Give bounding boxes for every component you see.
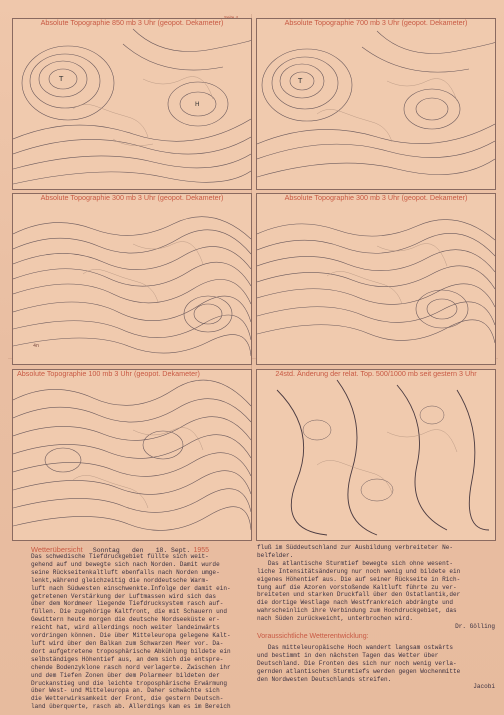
report-line: Das schwedische Tiefdruckgebiet füllte sich weit- (31, 553, 209, 560)
report-line: füllen. Die zugehörige Kaltfront, die mit Schauern und (31, 608, 227, 616)
weather-map-300mb-right (257, 194, 495, 364)
map-panel-850mb (12, 18, 252, 190)
report-line: und dem Tiefen Zonen über dem Polarmeer bildeten der (31, 671, 220, 679)
weather-map-300mb-left (13, 194, 251, 364)
forecast-line: Das mitteleuropäische Hoch wandert langsam ostwärts (257, 643, 453, 651)
report-right-column (257, 544, 497, 691)
weather-map-100mb (13, 370, 251, 540)
report-line: Gewittern heute morgen die deutsche Nordseeküste er- (31, 616, 220, 624)
panel-title: Absolute Topographie 300 mb 3 Uhr (geopot. Dekameter) (284, 193, 468, 202)
report-day: Sonntag (92, 547, 120, 554)
report-line: getretenen Verstärkung der Luftmassen wird sich das (31, 592, 217, 600)
forecast-line: gernden atlantischen Sturmtiefs werden gegen Wochenmitte (257, 667, 461, 675)
report-line: luft wird über den Balkan zum Schwarzen Meer vor. Da- (31, 639, 224, 647)
map-panel-24h-change (256, 369, 496, 541)
report-line: breiteten und starken Druckfall über den Ostatlantik,der (257, 591, 461, 599)
report-line: gehend auf und bewegte sich nach Norden. Damit wurde (31, 560, 220, 568)
panel-title: Absolute Topographie 700 mb 3 Uhr (geopot. Dekameter) (284, 18, 468, 27)
report-line: lenkt,während gleichzeitig die norddeutsche Warm- (31, 576, 209, 584)
report-line: selbständiges Höhentief aus, an dem sich die entspre- (31, 655, 224, 663)
forecast-title: Voraussichtliche Wetterentwicklung: (257, 632, 369, 640)
map-panel-100mb (12, 369, 252, 541)
map-panel-300mb-right (256, 193, 496, 365)
report-line: Druckanstieg und die leichte troposphärische Erwärmung (31, 679, 227, 687)
map-panel-300mb-left (12, 193, 252, 365)
report-left-column (31, 553, 246, 711)
report-line: dort aufgetretene troposphärische Abkühlung bildete ein (31, 647, 231, 655)
weather-map-850mb (13, 19, 251, 189)
report-line: die dortige Westlage nach Westfrankreich abdrängte und (257, 599, 453, 607)
report-line: chende Bodenzyklone rasch nord verlagerte. Zwischen ihr (31, 663, 231, 671)
svg-text:T: T (59, 75, 64, 83)
signature: Dr. Gölling (455, 623, 495, 631)
report-line: eigenes Höhentief aus. Die auf seiner Rückseite in Rich- (257, 575, 461, 583)
report-line: luft nach Südwesten einschwenkte.Infolge der damit ein- (31, 584, 231, 592)
report-line: vordringen können. Die über Mitteleuropa gelegene Kalt- (31, 632, 231, 640)
margin-mark: 4n (33, 343, 40, 349)
report-line: land überquerte, rasch ab. Allerdings kam es im Bereich (31, 703, 231, 711)
signature: Jacobi (473, 683, 495, 691)
map-panel-700mb (256, 18, 496, 190)
report-line: seine Rückseitenkaltluft ebenfalls nach Norden umge- (31, 568, 220, 576)
panel-title: Absolute Topographie 100 mb 3 Uhr (geopot. Dekameter) (17, 369, 200, 378)
report-title: Wetterübersicht (31, 545, 83, 554)
report-line: reicht hat, wird allerdings noch weiter landeinwärts (31, 624, 220, 632)
report-line: tung auf die Azoren vorstoßende Kaltluft führte zu ver- (257, 583, 457, 591)
weather-map-24h-change (257, 370, 495, 540)
report-line: über West- und Mitteleuropa an. Daher schwächte sich (31, 687, 220, 695)
report-date: 18. Sept. (155, 547, 191, 554)
svg-text:T: T (298, 77, 303, 85)
forecast-line: Deutschland. Die Fronten des sich nur noch wenig verla- (257, 659, 457, 667)
svg-text:H: H (195, 101, 200, 108)
panel-title: Absolute Topographie 850 mb 3 Uhr (geopot. Dekameter) (40, 18, 224, 27)
report-line: fluß im Süddeutschland zur Ausbildung verbreiteter Ne- (257, 544, 453, 551)
report-year: 1955 (193, 547, 210, 554)
forecast-line: und bestimmt in den nächsten Tagen das Wetter über (257, 651, 439, 659)
report-line: Das atlantische Sturmtief bewegte sich ohne wesent- (257, 559, 453, 567)
report-line: liche Intensitätsänderung nur noch wenig und bildete ein (257, 567, 461, 575)
report-den: den (131, 547, 144, 554)
report-line: die Wetterwirksamkeit der Front, die gestern Deutsch- (31, 695, 224, 703)
panel-title: 24std. Änderung der relat. Top. 500/1000 mb seit gestern 3 Uhr (275, 369, 477, 378)
report-line: nach Süden zurückweicht, unterbrochen wird. (257, 615, 414, 623)
panel-title: Absolute Topographie 300 mb 3 Uhr (geopot. Dekameter) (40, 193, 224, 202)
report-line: wahrscheinlich ihre Verbindung zum Hochdruckgebiet, das (257, 607, 457, 615)
report-line: belfelder. (257, 551, 294, 559)
report-line: über dem Nordmeer liegende Tiefdrucksystem rasch auf- (31, 600, 224, 608)
forecast-line: den Nordwesten Deutschlands streifen. (257, 675, 392, 683)
weather-map-700mb (257, 19, 495, 189)
